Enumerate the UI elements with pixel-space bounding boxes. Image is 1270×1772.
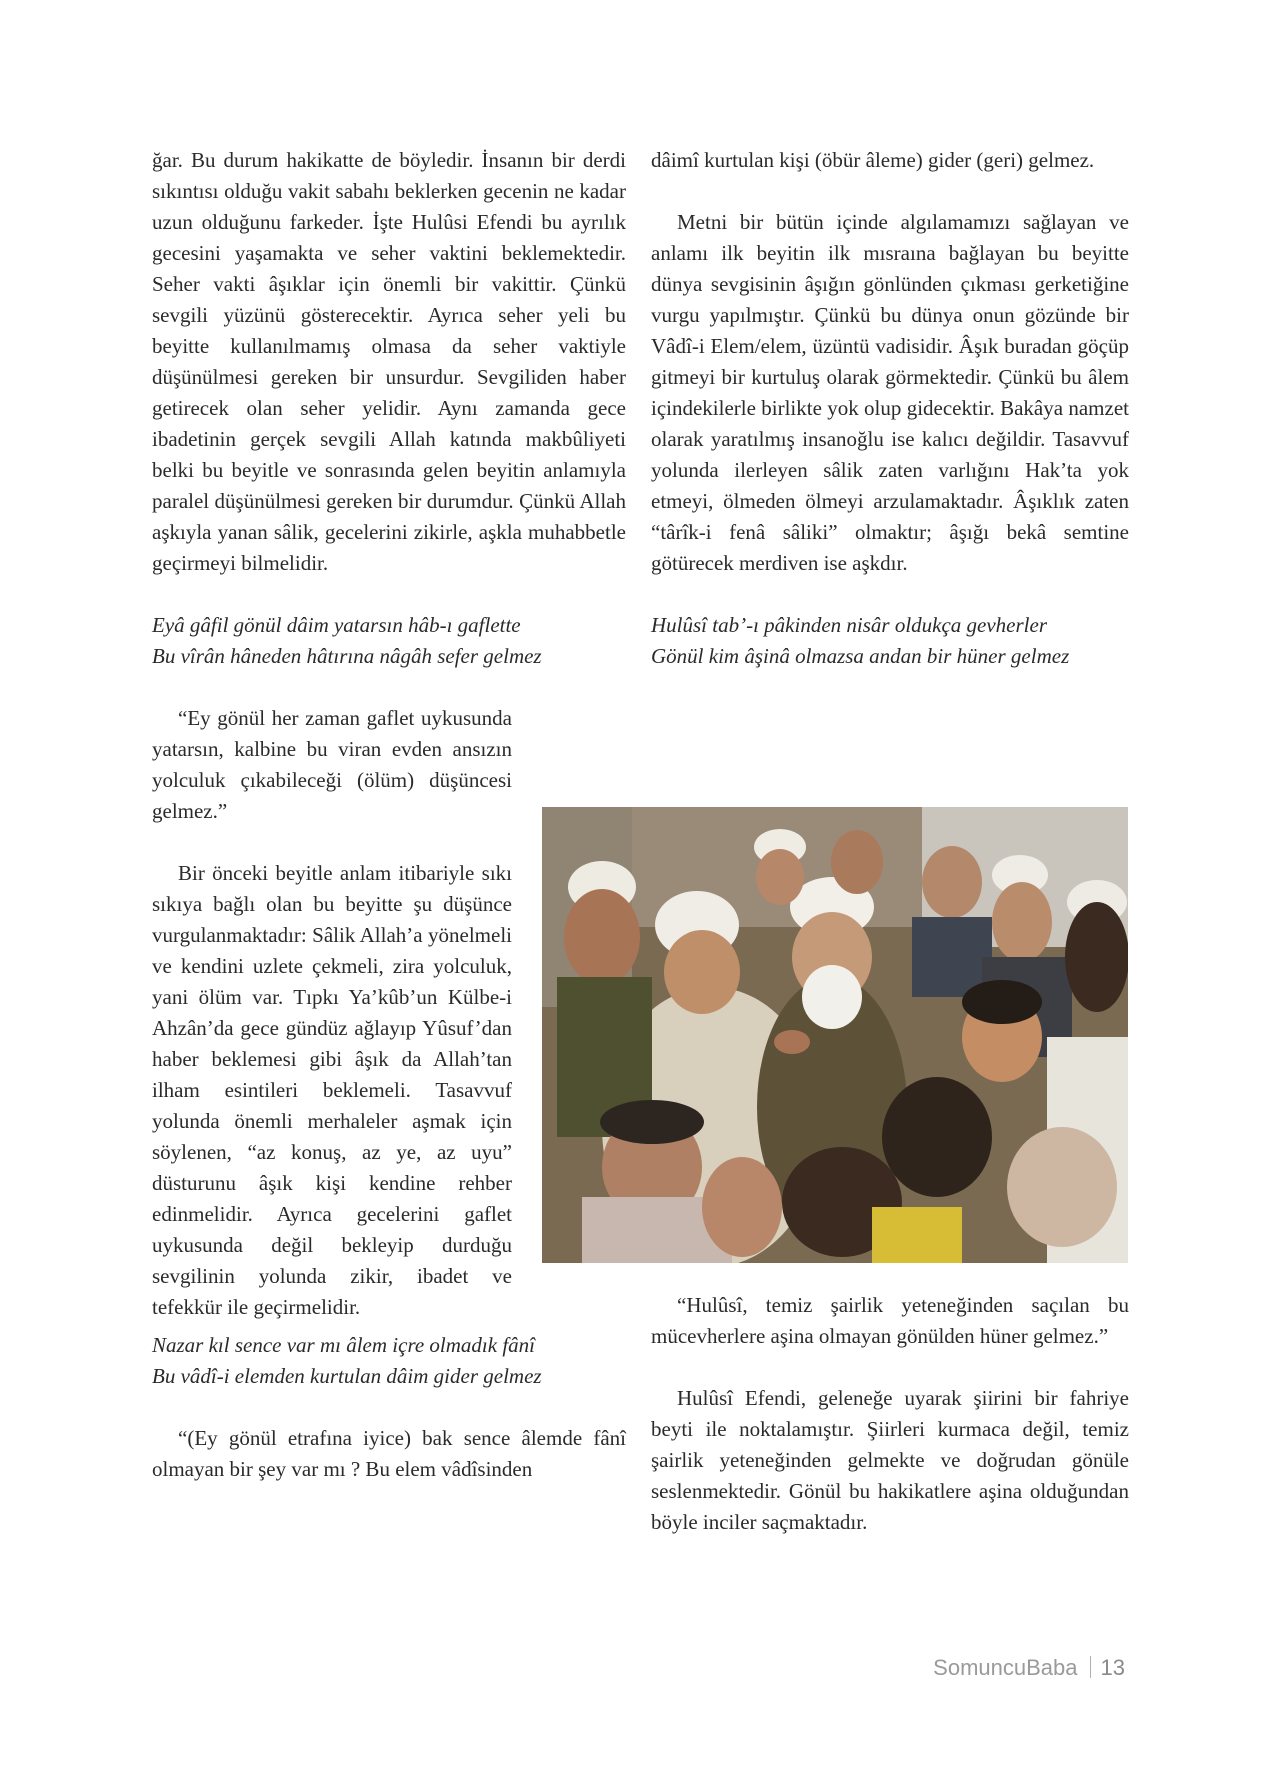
page-footer bbox=[933, 1655, 1125, 1685]
verse-2-line-2: Bu vâdî-i elemden kurtulan dâim gider gelmez bbox=[152, 1364, 542, 1388]
verse-1-line-1: Eyâ gâfil gönül dâim yatarsın hâb-ı gaflette bbox=[152, 613, 521, 637]
right-paragraph-4: Hulûsî Efendi, geleneğe uyarak şiirini bir fahriye beyti ile noktalamıştır. Şiirleri kurmaca değil, temiz şairlik yeteneğinden gelmekte ve doğrudan gönüle seslenmektedir. Gönül bu hakikatlere aşina olduğundan böyle inciler saçmaktadır. bbox=[651, 1386, 1129, 1534]
verse-2-line-1: Nazar kıl sence var mı âlem içre olmadık fânî bbox=[152, 1333, 535, 1357]
magazine-name-part-1: Somuncu bbox=[933, 1655, 1027, 1680]
left-column-tail bbox=[152, 1330, 626, 1485]
right-paragraph-3: “Hulûsî, temiz şairlik yeteneğinden saçılan bu mücevherlere aşina olmayan gönülden hüner gelmez.” bbox=[651, 1293, 1129, 1348]
verse-3 bbox=[651, 610, 1129, 672]
left-paragraph-4: “(Ey gönül etrafına iyice) bak sence âlemde fânî olmayan bir şey var mı ? Bu elem vâdîsinden bbox=[152, 1426, 626, 1481]
right-paragraph-1: dâimî kurtulan kişi (öbür âleme) gider (geri) gelmez. bbox=[651, 148, 1095, 172]
left-paragraph-2: “Ey gönül her zaman gaflet uykusunda yatarsın, kalbine bu viran evden ansızın yolculuk çıkabileceği (ölüm) düşüncesi gelmez.” bbox=[152, 706, 512, 823]
verse-3-line-1: Hulûsî tab’-ı pâkinden nisâr oldukça gevherler bbox=[651, 613, 1048, 637]
footer-divider bbox=[1090, 1656, 1091, 1678]
right-column-lower bbox=[651, 1290, 1129, 1538]
right-column bbox=[651, 145, 1129, 672]
photo-illustration bbox=[542, 807, 1128, 1263]
right-paragraph-2: Metni bir bütün içinde algılamamızı sağlayan ve anlamı ilk beyitin ilk mısraına bağlayan bu beyitte dünya sevgisinin âşığın gönlünden çıkması gerketiğine vurgu yapılmıştır. Çünkü bu dünya onun gözünde bir Vâdî-i Elem/elem, üzüntü vadisidir. Âşık buradan göçüp gitmeyi bir kurtuluş olarak görmektedir. Çünkü bu âlem içindekilerle birlikte yok olup gidecektir. Bakâya namzet olarak yaratılmış insanoğlu ise kalıcı değildir. Tasavvuf yolunda ilerleyen sâlik zaten varlığını Hak’ta yok etmeyi, ölmeden ölmeyi arzulamaktadır. Âşıklık zaten “târîk-i fenâ sâliki” olmaktır; âşığı bekâ semtine götürecek merdiven ise aşkdır. bbox=[651, 210, 1129, 575]
page-number: 13 bbox=[1100, 1655, 1125, 1680]
left-paragraph-3: Bir önceki beyitle anlam itibariyle sıkı sıkıya bağlı olan bu beyitte şu düşünce vurgulanmaktadır: Sâlik Allah’a yönelmeli ve kendini uzlete çekmeli, zira yolculuk, yani ölüm var. Tıpkı Ya’kûb’un Külbe-i Ahzân’da gece gündüz ağlayıp Yûsuf’dan haber beklemesi gibi âşık da Allah’tan ilham esintileri beklemeli. Tasavvuf yolunda önemli merhaleler aşmak için söylenen, “az konuş, az ye, az uyu” düsturunu âşık kişi kendine rehber edinmelidir. Ayrıca gecelerini gaflet uykusunda değil bekleyip durduğu sevgilinin yolunda zikir, ibadet ve tefekkür ile geçirmelidir. bbox=[152, 861, 512, 1319]
verse-3-line-2: Gönül kim âşinâ olmazsa andan bir hüner gelmez bbox=[651, 644, 1070, 668]
left-paragraph-1: ğar. Bu durum hakikatte de böyledir. İnsanın bir derdi sıkıntısı olduğu vakit sabahı beklerken gecenin ne kadar uzun olduğunu farkeder. İşte Hulûsi Efendi bu ayrılık gecesini yaşamakta ve seher vaktini beklemektedir. Seher vakti âşıklar için önemli bir vakittir. Çünkü sevgili yüzünü gösterecektir. Ayrıca seher yeli bu beyitte kullanılmamış olmasa da seher vaktiyle düşünülmesi gereken bir unsurdur. Sevgiliden haber getirecek olan seher yelidir. Aynı zamanda gece ibadetinin gerçek sevgili Allah katında makbûliyeti belki bu beyitle ve sonrasında gelen beyitin anlamıyla paralel düşünülmesi gereken bir durumdur. Çünkü Allah aşkıyla yanan sâlik, gecelerini zikirle, aşkla muhabbetle geçirmeyi bilmelidir. bbox=[152, 148, 626, 575]
verse-1-line-2: Bu vîrân hâneden hâtırına nâgâh sefer gelmez bbox=[152, 644, 542, 668]
verse-1 bbox=[152, 610, 626, 672]
photograph bbox=[542, 807, 1128, 1263]
magazine-name-part-2: Baba bbox=[1026, 1655, 1078, 1680]
verse-2 bbox=[152, 1330, 626, 1392]
